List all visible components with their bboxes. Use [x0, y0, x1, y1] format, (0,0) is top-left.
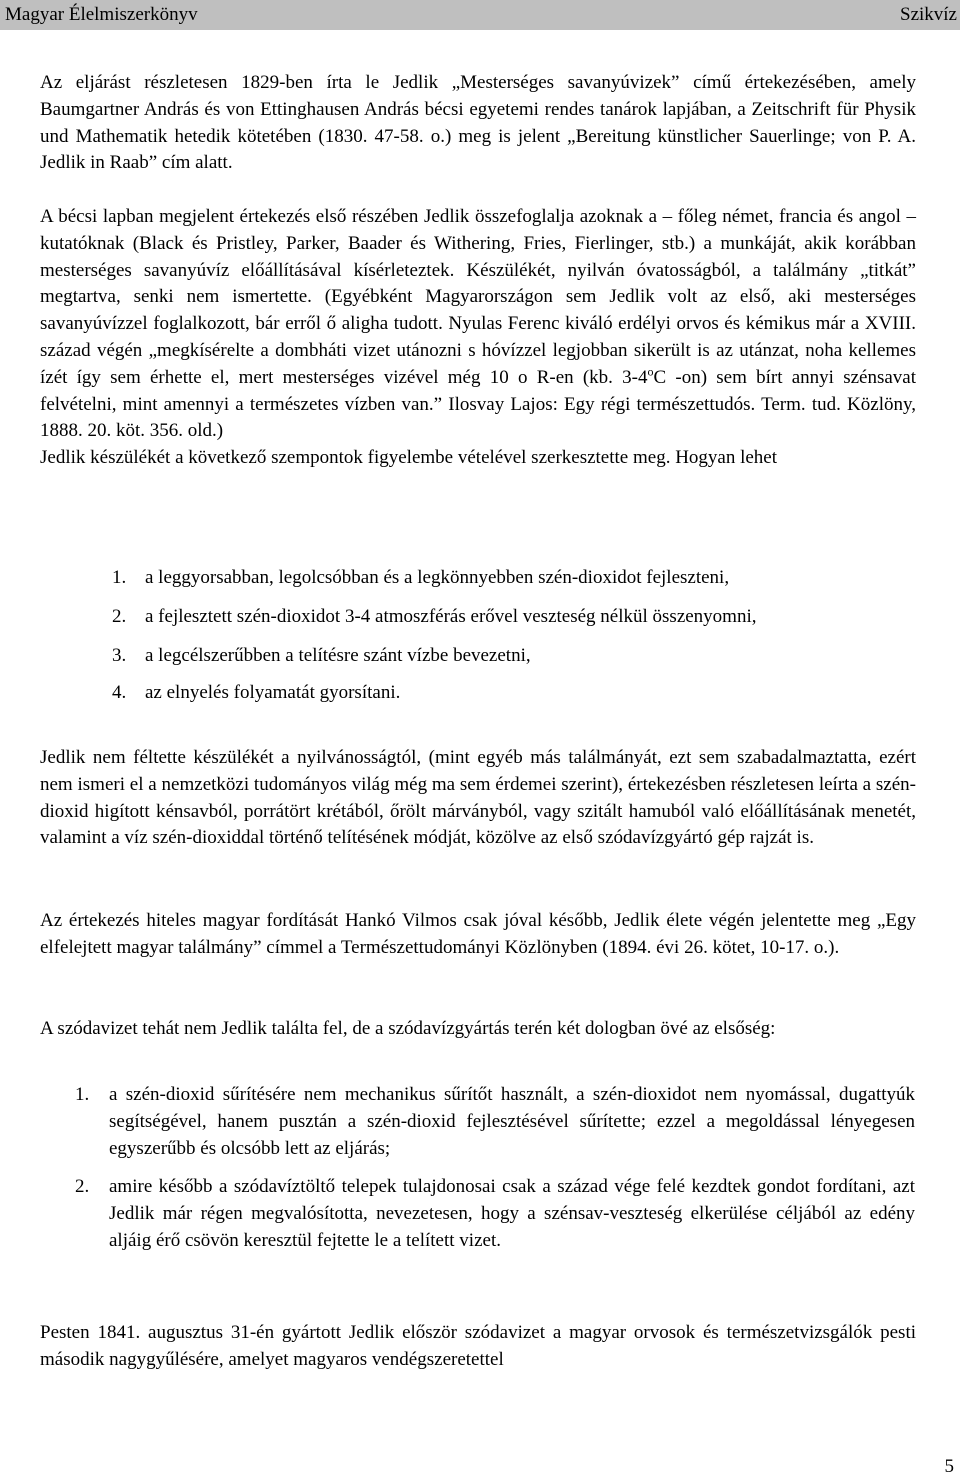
- paragraph-6: Pesten 1841. augusztus 31-én gyártott Jedlik először szódavizet a magyar orvosok és természetvizsgálók pesti második nagygyűlésére, amelyet magyaros vendégszeretettel: [40, 1322, 916, 1370]
- list-item: [112, 680, 925, 707]
- list-item: [112, 565, 925, 592]
- paragraph-3-intro: Jedlik készülékét a következő szempontok figyelembe vételével szerkesztette meg. Hogyan lehet: [40, 447, 778, 469]
- list-text: amire később a szódavíztöltő telepek tulajdonosai csak a század vége felé kezdtek gondot fordítani, azt Jedlik már régen megvalósította, nevezetesen, hogy a szénsav-veszteség elkerülése céljából az edény aljáig érő csövön keresztül fejtette le a telített vizet.: [109, 1176, 915, 1251]
- list-text: az elnyelés folyamatát gyorsítani.: [145, 682, 401, 703]
- paragraph-2-rest: C -on) sem bírt annyi szénsavat felvételni, mint amennyi a természetes vízben van.” Ilosvay Lajos: Egy régi természettudós. Term. tud. Közlöny, 1888. 20. köt. 356. old.): [40, 366, 916, 442]
- list-item: [75, 1174, 915, 1254]
- list-item: [112, 643, 925, 670]
- paragraph-4: Az értekezés hiteles magyar fordítását Hankó Vilmos csak jóval később, Jedlik élete végén jelentette meg „Egy elfelejtett magyar találmány” címmel a Természettudományi Közlönyben (1894. évi 26. kötet, 10-17. o.).: [40, 910, 916, 958]
- list-text: a legcélszerűbben a telítésre szánt vízbe bevezetni,: [145, 645, 531, 666]
- paragraph-2: [40, 204, 916, 472]
- list-number: 1.: [112, 567, 127, 588]
- list-number: 1.: [75, 1084, 90, 1105]
- paragraph-2-text: A bécsi lapban megjelent értekezés első részében Jedlik összefoglalja azoknak a – főleg német, francia és angol – kutatóknak (Black és Pristley, Parker, Baader és Withering, Fries, Fierlinger, stb.) a munkáját, akik korábban mesterséges savanyúvíz előállításával kísérleteztek. Készülékét, nyilván óvatosságból, a találmány „titkát” megtartva, senki nem ismertette. (Egyébként Magyarországon sem Jedlik volt az első, aki mesterséges savanyúvízzel foglalkozott, bár erről ő aligha tudott. Nyulas Ferenc kiváló erdélyi orvos és kémikus már a XVIII. század végén „megkísérelte a dombháti vizet utánozni s hóvízzel legjobban sikerült is az utánzat, noha kellemes ízét így sem érhette el, mert mesterséges vizével még 10 o R-en (kb. 3-4: [40, 206, 916, 388]
- paragraph-5: A szódavizet tehát nem Jedlik találta fel, de a szódavízgyártás terén két dologban övé az elsőség:: [40, 1018, 776, 1039]
- list-number: 2.: [75, 1176, 90, 1197]
- paragraph-1: Az eljárást részletesen 1829-ben írta le Jedlik „Mesterséges savanyúvizek” című értekezésében, amely Baumgartner András és von Ettinghausen András bécsi egyetemi rendes tanárok lapjában, a Zeitschrift für Physik und Mathematik hetedik kötetében (1830. 47-58. o.) meg is jelent „Bereitung künstlicher Sauerlinge; von P. A. Jedlik in Raab” cím alatt.: [40, 72, 916, 174]
- header-section: Szikvíz: [900, 4, 957, 25]
- degree-superscript: o: [647, 364, 654, 379]
- list-text: a fejlesztett szén-dioxidot 3-4 atmoszférás erővel veszteség nélkül összenyomni,: [145, 606, 757, 627]
- page-number: 5: [944, 1456, 954, 1477]
- list-number: 2.: [112, 606, 127, 627]
- list-item: [75, 1082, 915, 1162]
- list-number: 3.: [112, 645, 127, 666]
- list-text: a leggyorsabban, legolcsóbban és a legkönnyebben szén-dioxidot fejleszteni,: [145, 567, 730, 588]
- header-title: Magyar Élelmiszerkönyv: [5, 4, 198, 25]
- list-item: [112, 604, 925, 631]
- page-header: [0, 0, 960, 30]
- list-number: 4.: [112, 682, 127, 703]
- paragraph-3: Jedlik nem féltette készülékét a nyilvánosságtól, (mint egyéb más találmányát, ezt sem szabadalmaztatta, ezért nem ismeri el a nemzetközi tudományos világ még ma sem érdemei szerint), értekezésben részletesen leírta a szén-dioxid higított kénsavból, porrátört krétából, őrölt márványból, vagy szitált hamuból való előállításának menetét, valamint a víz szén-dioxiddal történő telítésének módját, közölve az első szódavízgyártó gép rajzát is.: [40, 747, 916, 849]
- list-text: a szén-dioxid sűrítésére nem mechanikus sűrítőt használt, a szén-dioxidot nem nyomással, dugattyúk segítségével, hanem pusztán a szén-dioxid fejlesztésével sűrítette; ezzel a megoldással lényegesen egyszerűbb és olcsóbb lett az eljárás;: [109, 1084, 915, 1159]
